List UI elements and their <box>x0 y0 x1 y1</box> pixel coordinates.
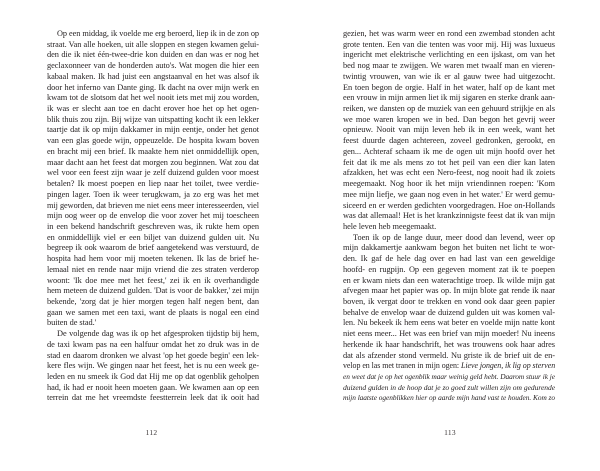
text-line: niet eens meer... Het was een brief van mijn moeder! Nu ineens <box>343 329 555 339</box>
text-line: afzakken, het was echt een Nero-feest, nog nooit had ik zoiets <box>343 168 555 178</box>
text-line: de taxi kwam pas na een halfuur omdat het zo druk was in de <box>47 339 259 349</box>
text-line: kabaal maken. Ik had juist een angstaanval en het was alsof ik <box>47 71 259 81</box>
text-line: meegemaakt. Nog hoor ik het mijn vriendinnen roepen: 'Kom <box>343 179 555 189</box>
text-line: en bracht mij een brief. Ik maakte hem niet onmiddellijk open, <box>47 146 259 156</box>
letter-quote: mijn laatste ogenblikken hier op aarde mijn hand vast te houden. Kom zo <box>343 393 555 403</box>
text-line: len. Nu bekeek ik hem eens wat beter en voelde mijn natte kont <box>343 318 555 328</box>
right-page <box>300 0 600 471</box>
text-line: reiken, we dansten op de muziek van een gehuurd strijkje en als <box>343 104 555 114</box>
text-line: hospita had hem voor mij moeten tekenen. Ik las de brief he- <box>47 254 259 264</box>
text-line <box>343 361 555 372</box>
text-line: kere fles wijn. We gingen naar het feest, het is nu een week ge- <box>47 361 259 371</box>
text-line: woont: 'Ik doe mee met het feest,' zei ik en ik overhandigde <box>47 275 259 285</box>
text-roman: velop en las met tranen in mijn ogen: <box>343 361 462 371</box>
text-line: en onmiddellijk viel er een biljet van duizend gulden uit. Nu <box>47 232 259 242</box>
text-line: dat als afzender stond vermeld. Nu griste ik de brief uit de en- <box>343 350 555 360</box>
text-line: hem meteen de duizend gulden. 'Dat is voor de bakker,' zei mijn <box>47 286 259 296</box>
text-line: taartje dat ik op mijn dakkamer in mijn eentje, onder het genot <box>47 125 259 135</box>
text-line: buiten de stad.' <box>47 318 97 328</box>
text-line: van een glas goede wijn, oppeuzelde. De hospita kwam boven <box>47 136 259 146</box>
text-line: bekende, 'zorg dat je hier morgen tegen half negen bent, dan <box>47 296 259 306</box>
text-line: pingen lager. Toen ik weer terugkwam, ja zo erg was het met <box>47 189 259 199</box>
text-line: mee mijn liefje, we gaan nog even in het water.' Er werd gemu- <box>343 189 555 199</box>
text-line: kwam tot de slotsom dat het wel nooit iets met mij zou worden, <box>47 93 259 103</box>
text-line: den. Ik gaf de hele dag over en had last van een geweldige <box>343 254 555 264</box>
text-line: stad en daarom dronken we alvast 'op het goede begin' een lek- <box>47 350 259 360</box>
letter-quote: Lieve jongen, ik lig op sterven <box>461 361 556 371</box>
text-line: begreep ik ook waarom de brief aangetekend was verstuurd, de <box>47 243 259 253</box>
letter-quote: duizend gulden in de hoop dat je zo goed zult willen zijn om gedurende <box>343 382 555 392</box>
text-line: was dat allemaal! Het is het krankzinnigste feest dat ik van mijn <box>343 211 555 221</box>
text-line: twintig vrouwen, van wie ik er al gauw twee had uitgezocht. <box>343 71 555 81</box>
text-line: herkende ik haar handschrift, het was trouwens ook haar adres <box>343 339 555 349</box>
text-line: behalve de envelop waar de duizend gulden uit was komen val- <box>343 307 555 317</box>
text-line: gaan we samen met een taxi, want de plaats is nogal een eind <box>47 307 259 317</box>
text-line: mijn dakkamertje aankwam begon het buiten net licht te wor- <box>343 243 555 253</box>
text-line: wel voor een feest zijn waar je zelf duizend gulden voor moest <box>47 168 259 178</box>
text-line: hele leven heb meegemaakt. <box>343 221 437 231</box>
text-line: mij geworden, dat brieven me niet eens meer interesseerden, viel <box>47 200 259 210</box>
text-line: betalen? Ik moest poepen en liep naar het toilet, twee verdie- <box>47 179 259 189</box>
page-number-left: 112 <box>145 428 158 437</box>
text-line <box>343 372 555 383</box>
text-line: boven, ik vergat door te trekken en vond ook daar geen papier <box>343 296 555 306</box>
letter-quote: en weet dat je op het ogenblik maar weinig geld hebt. Daarom stuur ik je <box>343 372 555 381</box>
text-line: ingericht met elektrische verlichting en een ijskast, om van het <box>343 50 555 60</box>
text-line: En toen begon de orgie. Half in het water, half op de kant met <box>343 82 555 92</box>
text-line <box>343 393 555 404</box>
text-line: feit dat ik me als mens zo tot het peil van een dier kan laten <box>343 157 555 167</box>
text-line: lemaal niet en rende naar mijn vriend die zes straten verderop <box>47 264 259 274</box>
text-line: Op een middag, ik voelde me erg beroerd, liep ik in de zon op <box>57 29 259 38</box>
text-line: maar dacht aan het feest dat morgen zou beginnen. Wat zou dat <box>47 157 259 167</box>
text-line: door het inferno van Dante ging. Ik dacht na over mijn werk en <box>47 82 259 92</box>
text-line: siceerd en er werden gedichten voorgedragen. Hoe on-Hollands <box>343 200 555 210</box>
text-line: hoofd- en rugpijn. Op een gegeven moment zat ik te poepen <box>343 264 555 274</box>
text-line: een vrouw in mijn armen liet ik mij sigaren en sterke drank aan- <box>343 93 555 103</box>
text-line: bed nog maar te zwijgen. We waren met twaalf man en vieren- <box>343 61 555 71</box>
text-line: gen... Achteraf schaam ik me de ogen uit mijn hoofd over het <box>343 146 555 156</box>
text-line <box>343 383 555 394</box>
text-line: leden en nu smeek ik God dat Hij me op dat ogenblik geholpen <box>47 372 259 381</box>
right-page-text <box>343 29 555 404</box>
text-line: grote tenten. Een van die tenten was voor mij. Hij was luxueus <box>343 39 555 49</box>
text-line: blik thuis zou zijn. Bij wijze van uitspatting kocht ik een lekker <box>47 114 259 124</box>
text-line: opnieuw. Nooit van mijn leven heb ik in een week, want het <box>343 125 555 135</box>
page-number-right: 113 <box>444 428 456 437</box>
left-page-text <box>47 29 259 404</box>
text-line: ik was er slecht aan toe en dacht erover hoe het op het ogen- <box>47 104 259 114</box>
text-line: had, ik had er nooit heen moeten gaan. We kwamen aan op een <box>47 382 259 392</box>
text-line: De volgende dag was ik op het afgesproken tijdstip bij hem, <box>57 329 259 339</box>
text-line: straat. Van alle hoeken, uit alle sloppen en stegen kwamen gelui- <box>47 39 259 49</box>
text-line: geclaxonneer van de honderden auto's. Wat mogen die hier een <box>47 61 259 71</box>
text-line: we moe waren kropen we in bed. Dan begon het gevrij weer <box>343 114 555 124</box>
text-line: in een bekend handschrift geschreven was, ik rukte hem open <box>47 221 259 231</box>
text-line: mijn oog weer op de envelop die voor zover het mij toescheen <box>47 211 259 221</box>
text-line: terrein dat me het vreemdste feestterrein leek dat ik ooit had <box>47 393 259 403</box>
text-line: afvegen maar het papier was op. In mijn blote gat rende ik naar <box>343 286 555 296</box>
text-line: feest duurde dagen achtereen, zoveel gedronken, gerookt, en <box>343 136 555 146</box>
text-line: Toen ik op de lange duur, meer dood dan levend, weer op <box>353 232 555 242</box>
text-line: en er kwam niets dan een waterachtige troep. Ik wilde mijn gat <box>343 275 555 285</box>
text-line: gezien, het was warm weer en rond een zwembad stonden acht <box>343 29 555 38</box>
text-line: den die ik niet één-twee-drie kon duiden en dan was er nog het <box>47 50 259 60</box>
